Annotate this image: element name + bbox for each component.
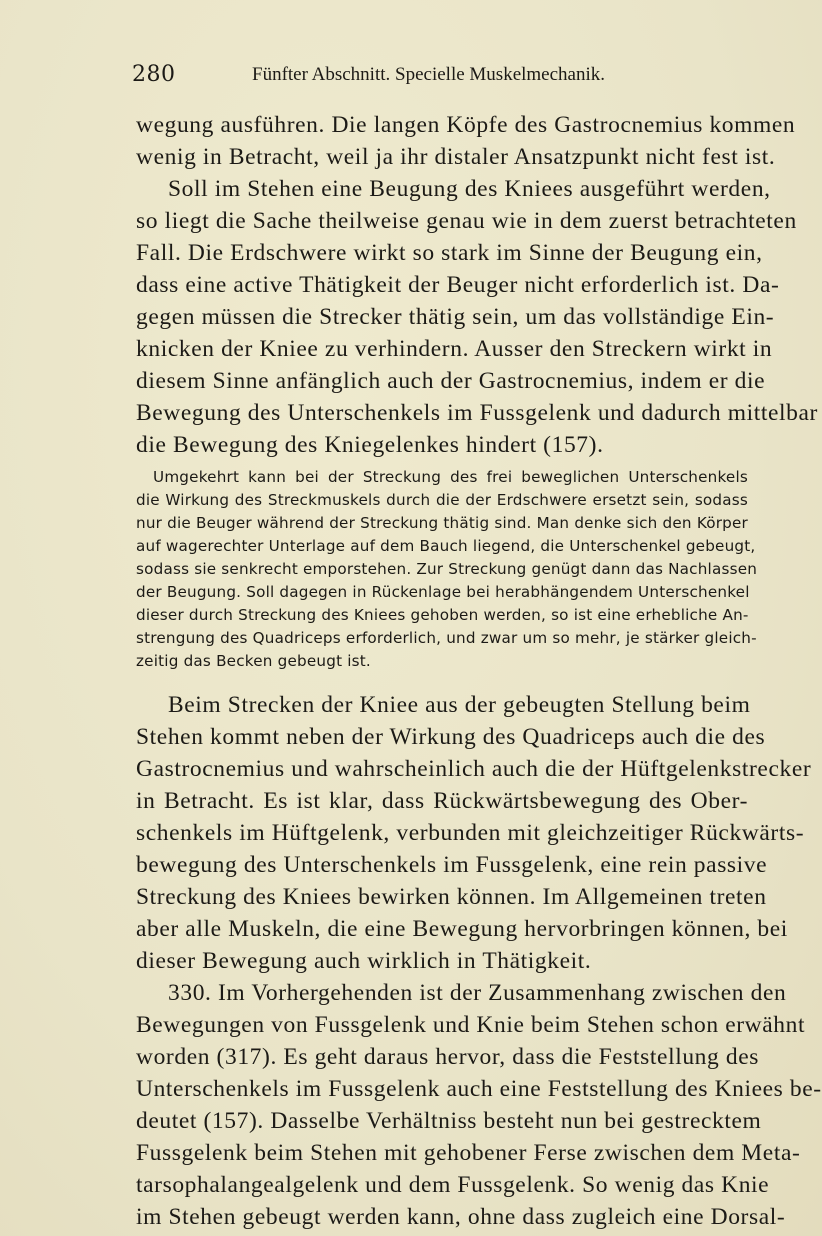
- page-header: [132, 62, 752, 96]
- text-line: tarsophalangealgelenk und dem Fussgelenk. So wenig das Knie: [136, 1172, 770, 1198]
- note-line: die Wirkung des Streckmuskels durch die der Erdschwere ersetzt sein, sodass: [136, 491, 748, 509]
- running-head: Fünfter Abschnitt. Specielle Muskelmechanik.: [252, 64, 606, 85]
- text-line: gegen müssen die Strecker thätig sein, um das vollständige Ein-: [136, 304, 775, 330]
- text-line: diesem Sinne anfänglich auch der Gastrocnemius, indem er die: [136, 368, 766, 394]
- note-line: sodass sie senkrecht emporstehen. Zur Streckung genügt dann das Nachlassen: [136, 560, 758, 578]
- text-line: Bewegungen von Fussgelenk und Knie beim Stehen schon erwähnt: [136, 1012, 806, 1038]
- text-line: so liegt die Sache theilweise genau wie in dem zuerst betrachteten: [136, 208, 797, 234]
- note-line: zeitig das Becken gebeugt ist.: [136, 652, 371, 670]
- text-line: bewegung des Unterschenkels im Fussgelenk, eine rein passive: [136, 852, 768, 878]
- text-line: worden (317). Es geht daraus hervor, dass die Feststellung des: [136, 1044, 759, 1070]
- text-line: Soll im Stehen eine Beugung des Kniees ausgeführt werden,: [168, 176, 771, 202]
- text-line: in Betracht. Es ist klar, dass Rückwärtsbewegung des Ober-: [136, 788, 748, 814]
- note-line: dieser durch Streckung des Kniees gehoben werden, so ist eine erhebliche An-: [136, 606, 749, 624]
- text-line: dass eine active Thätigkeit der Beuger nicht erforderlich ist. Da-: [136, 272, 780, 298]
- note-line: auf wagerechter Unterlage auf dem Bauch liegend, die Unterschenkel gebeugt,: [136, 537, 756, 555]
- text-line: Unterschenkels im Fussgelenk auch eine Feststellung des Kniees be-: [136, 1076, 822, 1102]
- page-number: 280: [132, 62, 176, 87]
- text-line: wegung ausführen. Die langen Köpfe des Gastrocnemius kommen: [136, 112, 796, 138]
- text-line: aber alle Muskeln, die eine Bewegung hervorbringen können, bei: [136, 916, 788, 942]
- note-line: strengung des Quadriceps erforderlich, und zwar um so mehr, je stärker gleich-: [136, 629, 757, 647]
- text-line: Streckung des Kniees bewirken können. Im Allgemeinen treten: [136, 884, 767, 910]
- text-line: Fall. Die Erdschwere wirkt so stark im Sinne der Beugung ein,: [136, 240, 763, 266]
- text-line: Stehen kommt neben der Wirkung des Quadriceps auch die des: [136, 724, 766, 750]
- note-line: nur die Beuger während der Streckung thätig sind. Man denke sich den Körper: [136, 514, 748, 532]
- text-line: Gastrocnemius und wahrscheinlich auch die der Hüftgelenkstrecker: [136, 756, 812, 782]
- text-line: schenkels im Hüftgelenk, verbunden mit gleichzeitiger Rückwärts-: [136, 820, 805, 846]
- note-line: Umgekehrt kann bei der Streckung des frei beweglichen Unterschenkels: [153, 468, 748, 486]
- text-line: Fussgelenk beim Stehen mit gehobener Ferse zwischen dem Meta-: [136, 1140, 801, 1166]
- text-line: wenig in Betracht, weil ja ihr distaler Ansatzpunkt nicht fest ist.: [136, 144, 776, 170]
- text-line: deutet (157). Dasselbe Verhältniss besteht nun bei gestrecktem: [136, 1108, 762, 1134]
- text-line: im Stehen gebeugt werden kann, ohne dass zugleich eine Dorsal-: [136, 1204, 786, 1230]
- text-line: knicken der Kniee zu verhindern. Ausser den Streckern wirkt in: [136, 336, 773, 362]
- text-line: Bewegung des Unterschenkels im Fussgelenk und dadurch mittelbar: [136, 400, 818, 426]
- text-line: Beim Strecken der Kniee aus der gebeugten Stellung beim: [168, 692, 751, 718]
- text-line: dieser Bewegung auch wirklich in Thätigkeit.: [136, 948, 592, 974]
- text-line: 330. Im Vorhergehenden ist der Zusammenhang zwischen den: [168, 980, 787, 1006]
- note-line: der Beugung. Soll dagegen in Rückenlage bei herabhängendem Unterschenkel: [136, 583, 750, 601]
- text-line: die Bewegung des Kniegelenkes hindert (157).: [136, 432, 604, 458]
